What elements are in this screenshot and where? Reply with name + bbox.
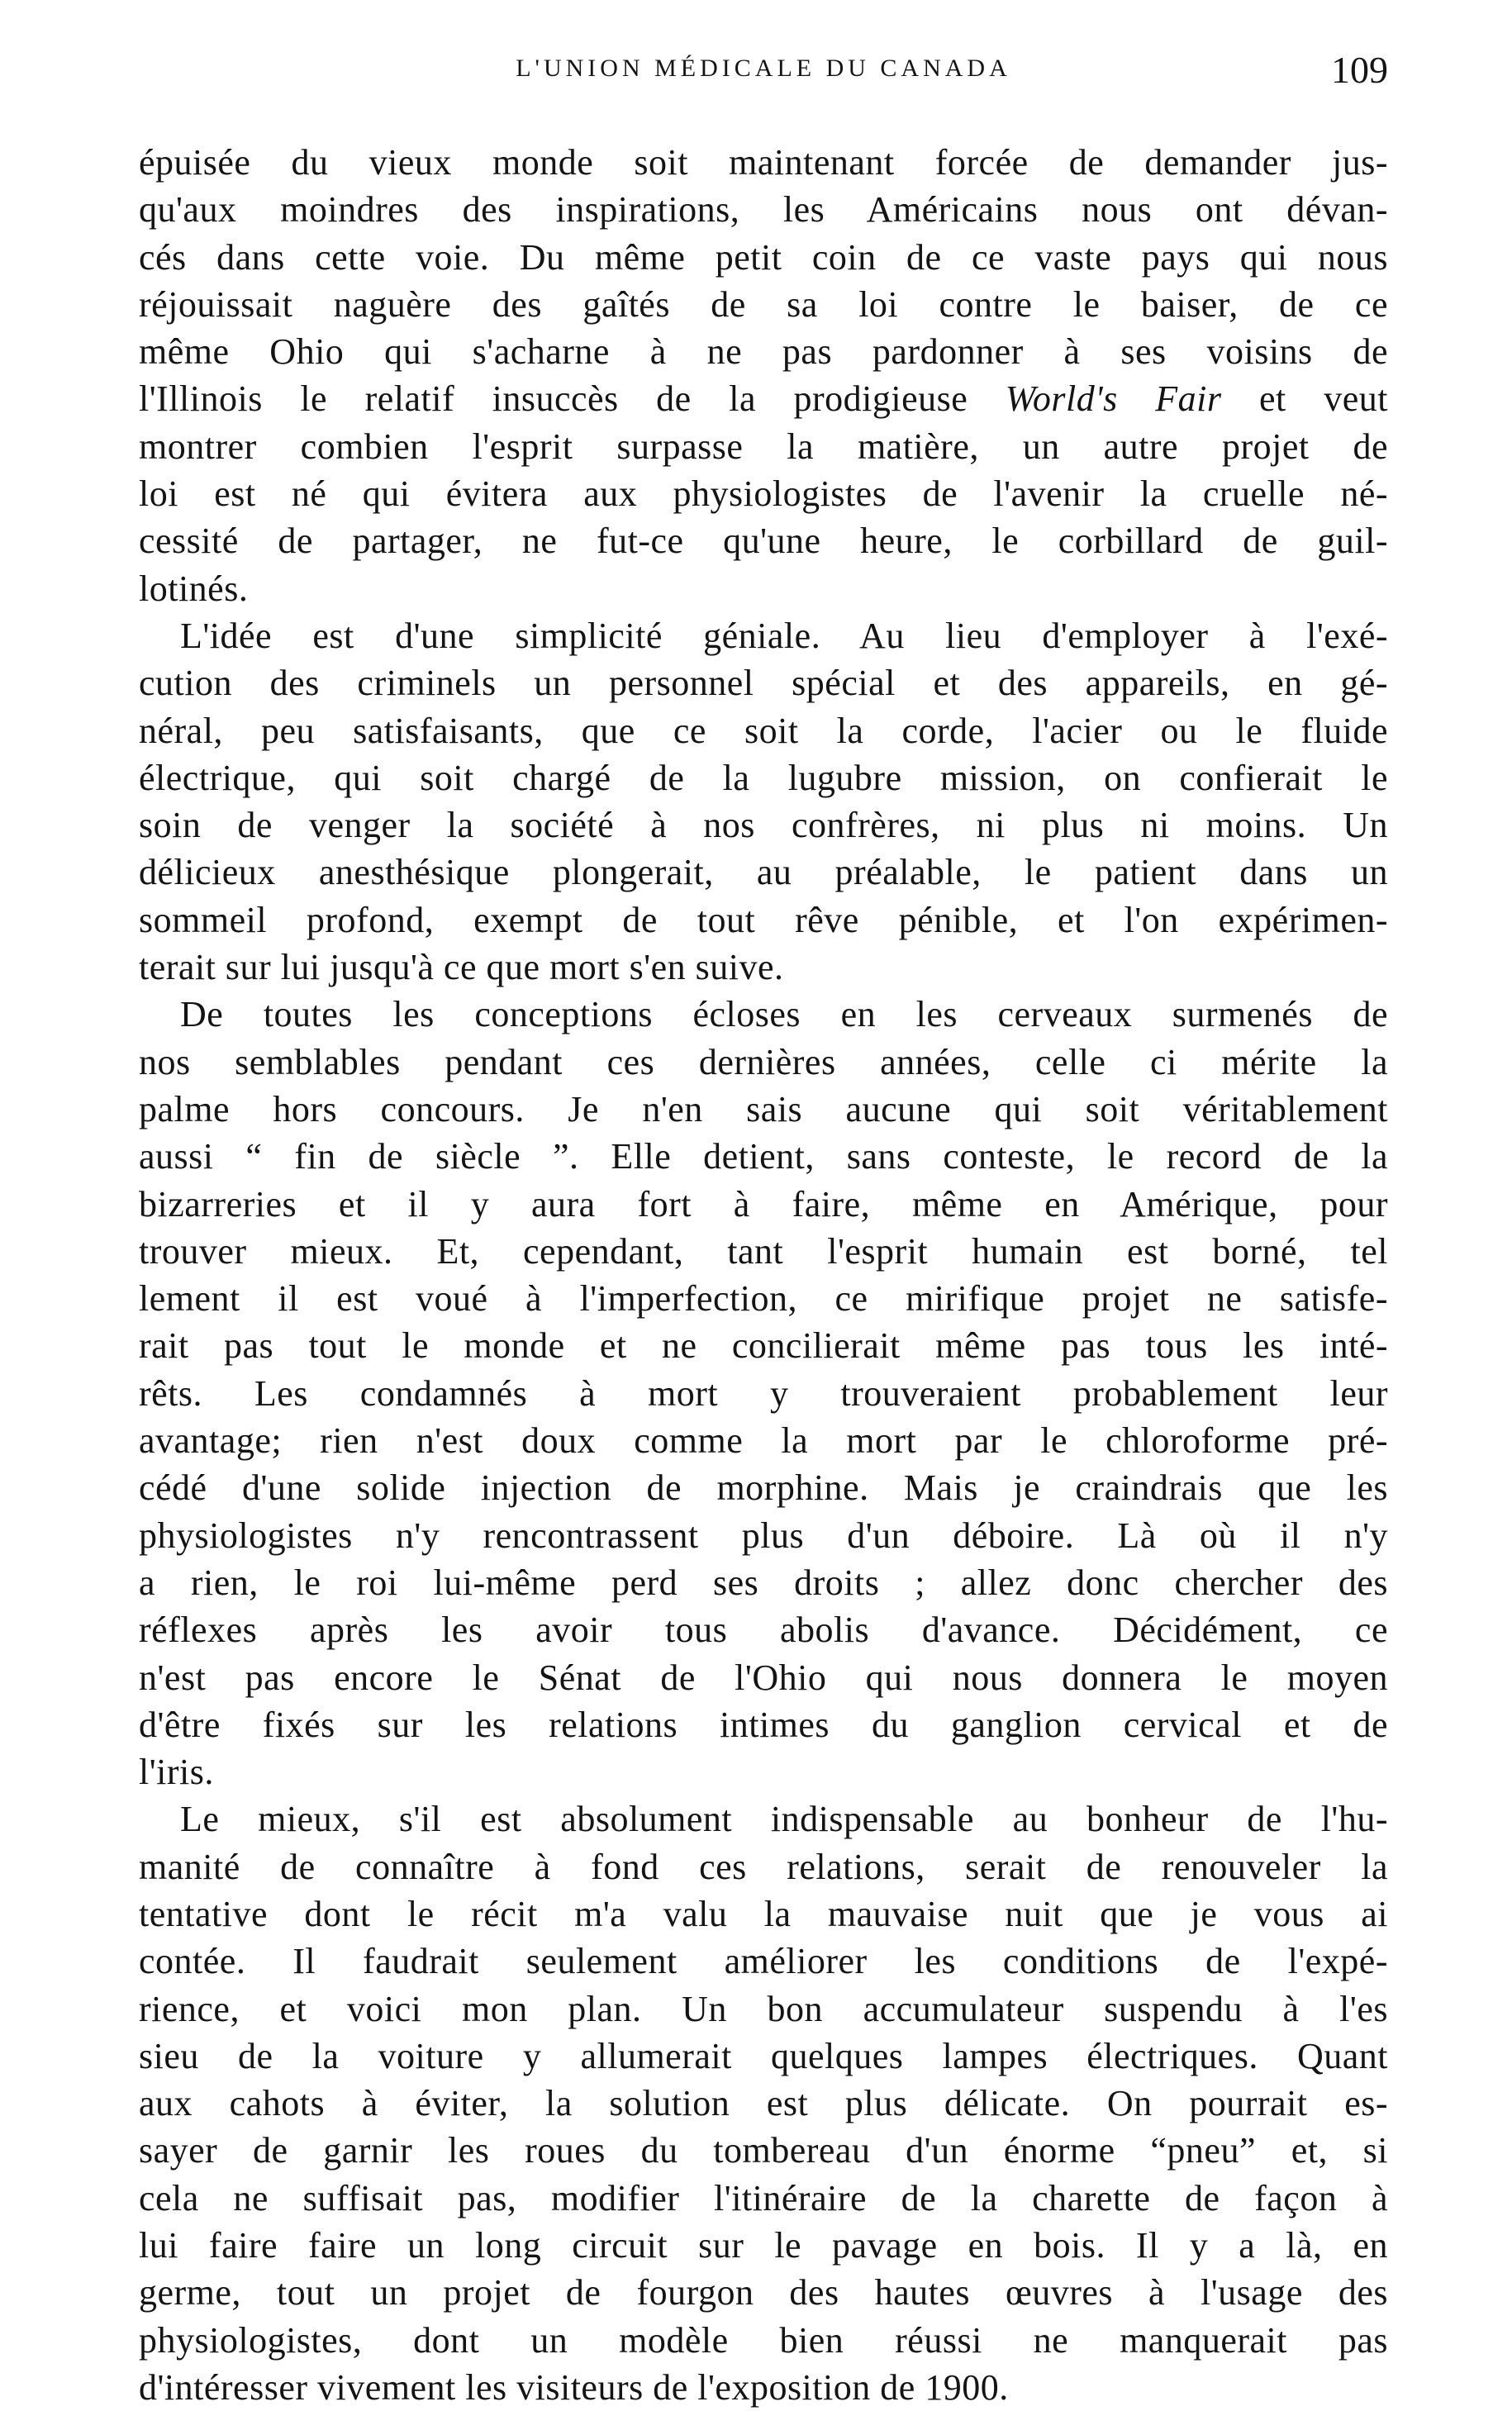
text-line: cés dans cette voie. Du même petit coin de ce vaste pays qui nous [139,236,1388,278]
page-header [139,48,1388,114]
text-line: tentative dont le récit m'a valu la mauvaise nuit que je vous ai [139,1893,1388,1934]
text-line: cution des criminels un personnel spécial et des appareils, en gé- [139,663,1388,704]
text-line: soin de venger la société à nos confrères, ni plus ni moins. Un [139,805,1388,846]
text-line: palme hors concours. Je n'en sais aucune qui soit véritablement [139,1088,1388,1129]
text-line: l'Illinois le relatif insuccès de la prodigieuse World's Fair et veut [139,378,1389,420]
text-line: physiologistes n'y rencontrassent plus d'un déboire. Là où il n'y [139,1515,1388,1556]
paragraph [139,612,1388,991]
text-line: nos semblables pendant ces dernières années, celle ci mérite la [139,1041,1388,1082]
text-line: manité de connaître à fond ces relations, serait de renouveler la [139,1846,1388,1887]
text-line: même Ohio qui s'acharne à ne pas pardonner à ses voisins de [139,331,1388,373]
text-line: rait pas tout le monde et ne concilierait même pas tous les inté- [139,1325,1388,1367]
text-line: réflexes après les avoir tous abolis d'avance. Décidément, ce [139,1610,1388,1651]
text-line: lui faire faire un long circuit sur le pavage en bois. Il y a là, en [139,2225,1388,2266]
running-title: L'UNION MÉDICALE DU CANADA [516,55,1011,82]
text-line: physiologistes, dont un modèle bien réussi ne manquerait pas [139,2319,1388,2361]
text-line: qu'aux moindres des inspirations, les Américains nous ont dévan- [139,189,1388,231]
body-text [139,139,1388,2411]
text-line: épuisée du vieux monde soit maintenant forcée de demander jus- [139,142,1388,183]
text-line: lement il est voué à l'imperfection, ce mirifique projet ne satisfe- [139,1278,1388,1320]
text-line: De toutes les conceptions écloses en les cerveaux surmenés de [180,994,1388,1035]
text-line: trouver mieux. Et, cependant, tant l'esprit humain est borné, tel [139,1230,1388,1272]
text-line: cédé d'une solide injection de morphine. Mais je craindrais que les [139,1467,1388,1509]
text-line: n'est pas encore le Sénat de l'Ohio qui nous donnera le moyen [139,1657,1388,1698]
text-line: rêts. Les condamnés à mort y trouveraient probablement leur [139,1372,1388,1414]
paragraph [139,991,1388,1795]
text-line: néral, peu satisfaisants, que ce soit la corde, l'acier ou le fluide [139,710,1388,751]
text-line: d'être fixés sur les relations intimes du ganglion cervical et de [139,1704,1388,1745]
text-line: avantage; rien n'est doux comme la mort par le chloroforme pré- [139,1420,1388,1462]
text-line: d'intéresser vivement les visiteurs de l'exposition de 1900. [139,2366,1009,2408]
text-line: bizarreries et il y aura fort à faire, même en Amérique, pour [139,1183,1388,1225]
text-line: L'idée est d'une simplicité géniale. Au lieu d'employer à l'exé- [180,615,1388,656]
text-line: loi est né qui évitera aux physiologistes de l'avenir la cruelle né- [139,473,1388,515]
text-line: terait sur lui jusqu'à ce que mort s'en suive. [139,947,784,988]
text-line: a rien, le roi lui-même perd ses droits ; allez donc chercher des [139,1562,1388,1603]
text-line: délicieux anesthésique plongerait, au préalable, le patient dans un [139,852,1388,893]
text-line: rience, et voici mon plan. Un bon accumulateur suspendu à l'es [139,1988,1388,2029]
text-line: aussi “ fin de siècle ”. Elle detient, sans conteste, le record de la [139,1136,1388,1177]
text-line: cessité de partager, ne fut-ce qu'une heure, le corbillard de guil- [139,521,1388,562]
text-line: montrer combien l'esprit surpasse la matière, un autre projet de [139,426,1388,467]
text-line: sayer de garnir les roues du tombereau d'un énorme “pneu” et, si [139,2130,1388,2171]
text-line: l'iris. [139,1752,214,1793]
text-line: sommeil profond, exempt de tout rêve pénible, et l'on expérimen- [139,899,1388,940]
text-line: réjouissait naguère des gaîtés de sa loi contre le baiser, de ce [139,283,1388,325]
text-line: électrique, qui soit chargé de la lugubre mission, on confierait le [139,757,1388,798]
text-line: aux cahots à éviter, la solution est plus délicate. On pourrait es- [139,2083,1388,2124]
text-line: sieu de la voiture y allumerait quelques lampes électriques. Quant [139,2035,1388,2076]
text-line: lotinés. [139,568,249,609]
text-line: cela ne suffisait pas, modifier l'itinéraire de la charette de façon à [139,2177,1388,2218]
paragraph [139,1795,1388,2411]
text-line: germe, tout un projet de fourgon des hautes œuvres à l'usage des [139,2272,1388,2314]
text-line: Le mieux, s'il est absolument indispensable au bonheur de l'hu- [180,1799,1388,1840]
text-line: contée. Il faudrait seulement améliorer les conditions de l'expé- [139,1941,1388,1982]
paragraph [139,139,1388,612]
page-number: 109 [1331,49,1388,91]
